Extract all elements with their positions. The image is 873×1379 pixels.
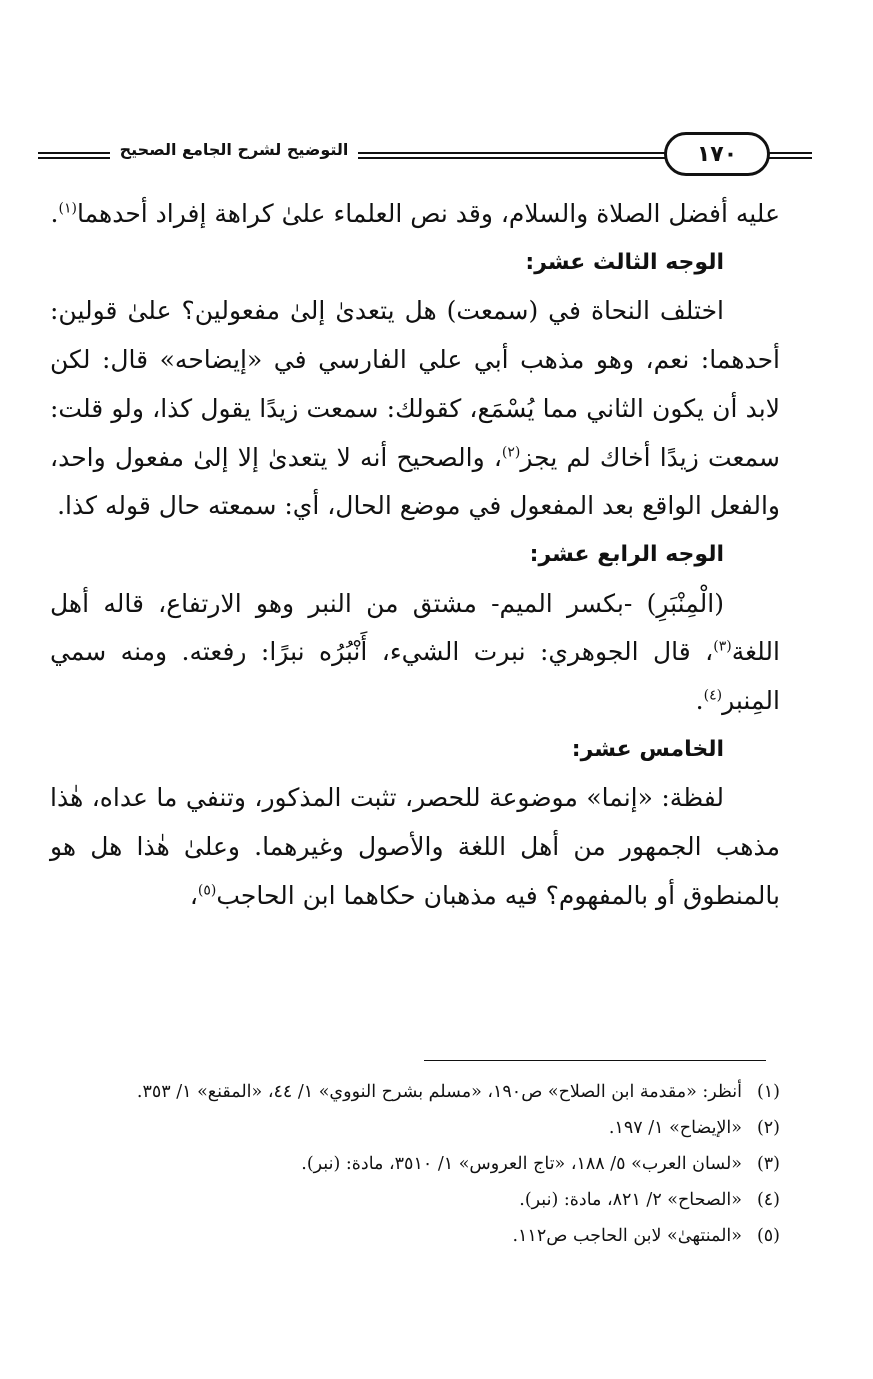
- paragraph-3: (الْمِنْبَرِ) -بكسر الميم- مشتق من النبر وهو الارتفاع، قاله أهل اللغة$^{(٣)}$، قال الجوهري: نبرت الشيء، أَنْبُرُه نبرًا: رفعته. ومنه سمي المِنبر$^{(٤)}$.: [50, 588, 780, 716]
- footnote-text: أنظر: «مقدمة ابن الصلاح» ص١٩٠، «مسلم بشرح النووي» ١/ ٤٤، «المقنع» ١/ ٣٥٣.: [136, 1082, 742, 1102]
- footnote-ref-2: (٢): [501, 444, 521, 461]
- page-number: ١٧٠: [696, 141, 738, 167]
- main-text: [50, 190, 780, 921]
- footnote-number: (٢): [756, 1118, 780, 1138]
- header-rule-middle: [358, 152, 696, 159]
- footnote-number: (١): [756, 1082, 780, 1102]
- footnote-number: (٤): [756, 1190, 780, 1210]
- footnote-text: «الصحاح» ٢/ ٨٢١، مادة: (نبر).: [519, 1190, 742, 1210]
- footnote-text: «لسان العرب» ٥/ ١٨٨، «تاج العروس» ١/ ٣٥١٠، مادة: (نبر).: [301, 1154, 742, 1174]
- paragraph-1: عليه أفضل الصلاة والسلام، وقد نص العلماء علىٰ كراهة إفراد أحدهما$^{(١)}$.: [50, 199, 780, 228]
- page-number-frame: [664, 132, 770, 176]
- section-heading-14: الوجه الرابع عشر:: [529, 541, 724, 567]
- paragraph-2: اختلف النحاة في (سمعت) هل يتعدىٰ إلىٰ مفعولين؟ علىٰ قولين: أحدهما: نعم، وهو مذهب أبي علي الفارسي في «إيضاحه» قال: لكن لابد أن يكون الثاني مما يُسْمَع، كقولك: سمعت زيدًا يقول كذا، ولو قلت: سمعت زيدًا أخاك لم يجز$^{(٢)}$، والصحيح أنه لا يتعدىٰ إلا إلىٰ مفعول واحد، والفعل الواقع بعد المفعول في موضع الحال، أي: سمعته حال قوله كذا.: [50, 296, 780, 521]
- page-header: [38, 132, 778, 182]
- footnotes: [40, 1074, 780, 1254]
- footnote-ref-1: (١): [58, 200, 77, 217]
- footnote-ref-4: (٤): [703, 687, 723, 704]
- footnote-2: [40, 1110, 780, 1146]
- section-heading-13: الوجه الثالث عشر:: [525, 249, 724, 275]
- footnote-ref-5: (٥): [197, 882, 217, 899]
- footnote-number: (٥): [756, 1226, 780, 1246]
- footnote-separator: [424, 1060, 766, 1061]
- footnote-ref-3: (٣): [713, 639, 732, 655]
- footnote-text: «المنتهىٰ» لابن الحاجب ص١١٢.: [512, 1226, 742, 1246]
- section-heading-15: الخامس عشر:: [571, 736, 724, 762]
- footnote-1: [40, 1074, 780, 1110]
- footnote-4: [40, 1182, 780, 1218]
- footnote-3: [40, 1146, 780, 1182]
- paragraph-4: لفظة: «إنما» موضوعة للحصر، تثبت المذكور، وتنفي ما عداه، هٰذا مذهب الجمهور من أهل اللغة والأصول وغيرهما. وعلىٰ هٰذا هل هو بالمنطوق أو بالمفهوم؟ فيه مذهبان حكاهما ابن الحاجب$^{(٥)}$،: [50, 783, 780, 910]
- footnote-text: «الإيضاح» ١/ ١٩٧.: [608, 1118, 742, 1138]
- footnote-5: [40, 1218, 780, 1254]
- footnote-number: (٣): [756, 1154, 780, 1174]
- header-rule-right: [768, 152, 812, 159]
- header-rule-left: [38, 152, 110, 159]
- running-title: التوضيح لشرح الجامع الصحيح: [119, 140, 349, 159]
